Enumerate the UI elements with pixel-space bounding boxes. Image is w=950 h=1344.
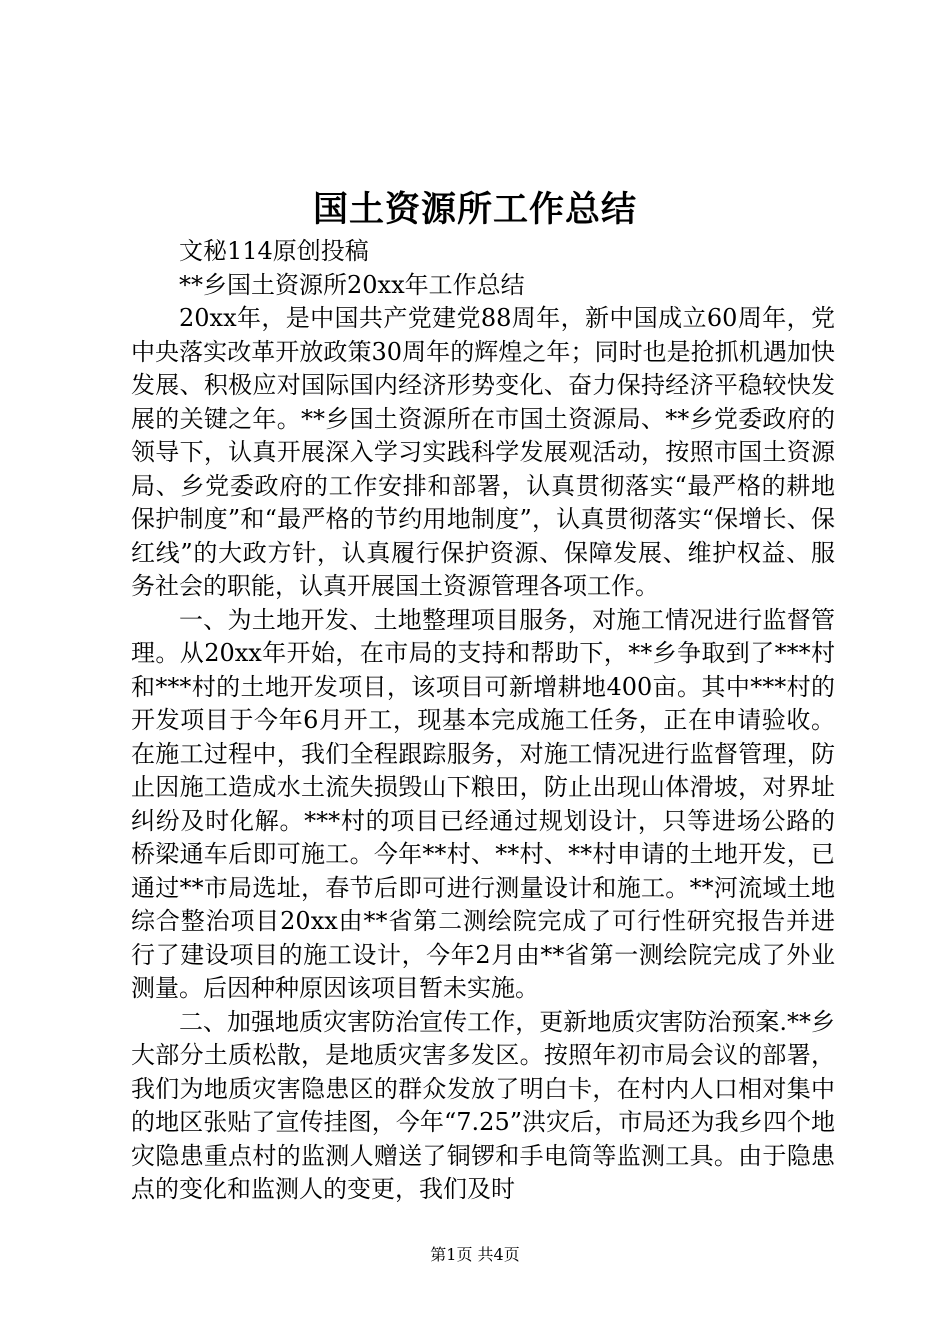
author-line: 文秘114原创投稿: [179, 237, 369, 265]
section-two-paragraph: 二、加强地质灾害防治宣传工作，更新地质灾害防治预案.**乡大部分土质松散，是地质灾害多发区。按照年初市局会议的部署，我们为地质灾害隐患区的群众发放了明白卡，在村内人口相对集中的地区张贴了宣传挂图，今年“7.25”洪灾后，市局还为我乡四个地灾隐患重点村的监测人赠送了铜锣和手电筒等监测工具。由于隐患点的变化和监测人的变更，我们及时: [131, 1007, 835, 1203]
section-one-paragraph: 一、为土地开发、土地整理项目服务，对施工情况进行监督管理。从20xx年开始，在市局的支持和帮助下，**乡争取到了***村和***村的土地开发项目，该项目可新增耕地400亩。其中***村的开发项目于今年6月开工，现基本完成施工任务，正在申请验收。在施工过程中，我们全程跟踪服务，对施工情况进行监督管理，防止因施工造成水土流失损毁山下粮田，防止出现山体滑坡，对界址纠纷及时化解。***村的项目已经通过规划设计，只等进场公路的桥梁通车后即可施工。今年**村、**村、**村申请的土地开发，已通过**市局选址，春节后即可进行测量设计和施工。**河流域土地综合整治项目20xx由**省第二测绘院完成了可行性研究报告并进行了建设项目的施工设计，今年2月由**省第一测绘院完成了外业测量。后因种种原因该项目暂未实施。: [131, 605, 835, 1002]
intro-paragraph: 20xx年，是中国共产党建党88周年，新中国成立60周年，党中央落实改革开放政策30周年的辉煌之年；同时也是抢抓机遇加快发展、积极应对国际国内经济形势变化、奋力保持经济平稳较快发展的关键之年。**乡国土资源所在市国土资源局、**乡党委政府的领导下，认真开展深入学习实践科学发展观活动，按照市国土资源局、乡党委政府的工作安排和部署，认真贯彻落实“最严格的耕地保护制度”和“最严格的节约用地制度”，认真贯彻落实“保增长、保红线”的大政方针，认真履行保护资源、保障发展、维护权益、服务社会的职能，认真开展国土资源管理各项工作。: [131, 304, 835, 600]
subtitle-line: **乡国土资源所20xx年工作总结: [179, 270, 525, 299]
page-footer: 第1页 共4页: [430, 1245, 520, 1264]
document-body: [131, 235, 835, 1207]
document-title: 国土资源所工作总结: [312, 190, 637, 230]
